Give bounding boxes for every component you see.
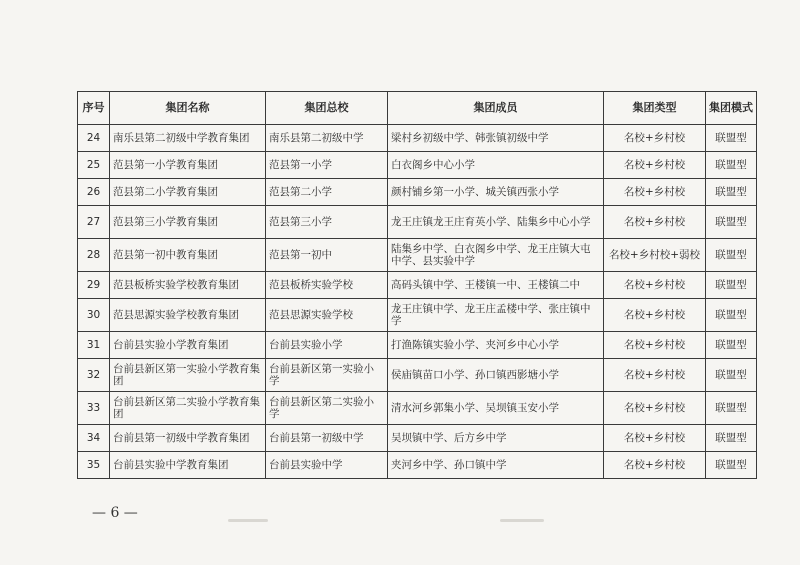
cell-group-mode: 联盟型 (706, 425, 757, 452)
cell-group-mode: 联盟型 (706, 332, 757, 359)
cell-group-type: 名校+乡村校 (604, 125, 706, 152)
cell-group-mode: 联盟型 (706, 452, 757, 479)
table-row (78, 152, 757, 179)
scan-smudge (228, 519, 268, 522)
cell-no: 28 (78, 239, 110, 272)
cell-no: 27 (78, 206, 110, 239)
cell-head-school: 范县思源实验学校 (266, 299, 388, 332)
cell-members: 夹河乡中学、孙口镇中学 (388, 452, 604, 479)
cell-members: 龙王庄镇中学、龙王庄孟楼中学、张庄镇中学 (388, 299, 604, 332)
cell-head-school: 台前县新区第一实验小学 (266, 359, 388, 392)
cell-group-name: 范县第二小学教育集团 (110, 179, 266, 206)
cell-group-mode: 联盟型 (706, 152, 757, 179)
cell-head-school: 范县第一小学 (266, 152, 388, 179)
cell-group-name: 台前县实验小学教育集团 (110, 332, 266, 359)
table-row (78, 272, 757, 299)
cell-no: 26 (78, 179, 110, 206)
cell-group-mode: 联盟型 (706, 179, 757, 206)
cell-members: 白衣阁乡中心小学 (388, 152, 604, 179)
cell-group-type: 名校+乡村校 (604, 452, 706, 479)
cell-group-type: 名校+乡村校 (604, 152, 706, 179)
table-row (78, 299, 757, 332)
cell-no: 35 (78, 452, 110, 479)
table-row (78, 359, 757, 392)
cell-no: 33 (78, 392, 110, 425)
cell-group-name: 台前县新区第二实验小学教育集团 (110, 392, 266, 425)
cell-no: 34 (78, 425, 110, 452)
cell-head-school: 范县板桥实验学校 (266, 272, 388, 299)
cell-no: 30 (78, 299, 110, 332)
cell-members: 清水河乡郭集小学、吴坝镇玉安小学 (388, 392, 604, 425)
cell-no: 32 (78, 359, 110, 392)
cell-head-school: 台前县实验小学 (266, 332, 388, 359)
cell-members: 梁村乡初级中学、韩张镇初级中学 (388, 125, 604, 152)
cell-group-mode: 联盟型 (706, 125, 757, 152)
cell-group-mode: 联盟型 (706, 206, 757, 239)
table-row (78, 452, 757, 479)
cell-group-mode: 联盟型 (706, 239, 757, 272)
cell-members: 侯庙镇苗口小学、孙口镇西影塘小学 (388, 359, 604, 392)
education-group-table (77, 91, 757, 479)
cell-head-school: 南乐县第二初级中学 (266, 125, 388, 152)
header-row (78, 92, 757, 125)
table-row (78, 206, 757, 239)
cell-group-name: 范县第一小学教育集团 (110, 152, 266, 179)
cell-group-name: 范县板桥实验学校教育集团 (110, 272, 266, 299)
page-number: — 6 — (92, 505, 138, 521)
cell-group-name: 台前县第一初级中学教育集团 (110, 425, 266, 452)
cell-group-mode: 联盟型 (706, 392, 757, 425)
cell-members: 高码头镇中学、王楼镇一中、王楼镇二中 (388, 272, 604, 299)
cell-head-school: 范县第三小学 (266, 206, 388, 239)
table-row (78, 179, 757, 206)
table-row (78, 125, 757, 152)
cell-group-type: 名校+乡村校 (604, 299, 706, 332)
table-row (78, 332, 757, 359)
cell-no: 24 (78, 125, 110, 152)
cell-head-school: 台前县实验中学 (266, 452, 388, 479)
cell-members: 陆集乡中学、白衣阁乡中学、龙王庄镇大屯中学、县实验中学 (388, 239, 604, 272)
header-head-school: 集团总校 (266, 92, 388, 125)
table-row (78, 392, 757, 425)
table-row (78, 239, 757, 272)
cell-group-type: 名校+乡村校 (604, 206, 706, 239)
header-name: 集团名称 (110, 92, 266, 125)
cell-head-school: 范县第一初中 (266, 239, 388, 272)
cell-no: 25 (78, 152, 110, 179)
cell-no: 31 (78, 332, 110, 359)
cell-group-name: 南乐县第二初级中学教育集团 (110, 125, 266, 152)
cell-group-type: 名校+乡村校 (604, 272, 706, 299)
cell-group-type: 名校+乡村校 (604, 425, 706, 452)
cell-no: 29 (78, 272, 110, 299)
cell-group-name: 范县思源实验学校教育集团 (110, 299, 266, 332)
cell-group-type: 名校+乡村校+弱校 (604, 239, 706, 272)
cell-group-name: 台前县实验中学教育集团 (110, 452, 266, 479)
cell-group-mode: 联盟型 (706, 272, 757, 299)
table-row (78, 425, 757, 452)
cell-group-name: 范县第一初中教育集团 (110, 239, 266, 272)
cell-head-school: 范县第二小学 (266, 179, 388, 206)
cell-head-school: 台前县第一初级中学 (266, 425, 388, 452)
cell-group-mode: 联盟型 (706, 299, 757, 332)
cell-head-school: 台前县新区第二实验小学 (266, 392, 388, 425)
header-mode: 集团模式 (706, 92, 757, 125)
cell-group-mode: 联盟型 (706, 359, 757, 392)
scan-smudge (500, 519, 544, 522)
header-members: 集团成员 (388, 92, 604, 125)
cell-group-name: 台前县新区第一实验小学教育集团 (110, 359, 266, 392)
cell-group-type: 名校+乡村校 (604, 332, 706, 359)
cell-group-type: 名校+乡村校 (604, 179, 706, 206)
cell-group-type: 名校+乡村校 (604, 392, 706, 425)
cell-group-type: 名校+乡村校 (604, 359, 706, 392)
cell-members: 颜村铺乡第一小学、城关镇西张小学 (388, 179, 604, 206)
cell-members: 吴坝镇中学、后方乡中学 (388, 425, 604, 452)
cell-members: 打渔陈镇实验小学、夹河乡中心小学 (388, 332, 604, 359)
header-no: 序号 (78, 92, 110, 125)
header-type: 集团类型 (604, 92, 706, 125)
cell-members: 龙王庄镇龙王庄育英小学、陆集乡中心小学 (388, 206, 604, 239)
cell-group-name: 范县第三小学教育集团 (110, 206, 266, 239)
